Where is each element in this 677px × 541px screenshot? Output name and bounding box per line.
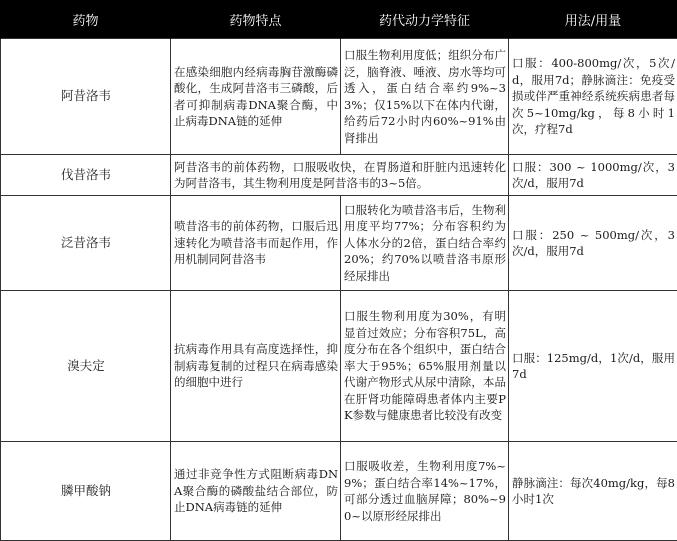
table-header-row	[1, 0, 677, 39]
drug-name: 膦甲酸钠	[1, 442, 171, 541]
drug-dosage: 口服：125mg/d，1次/d，服用7d	[509, 291, 677, 442]
header-features: 药物特点	[171, 0, 341, 39]
table-row	[1, 155, 677, 196]
table-row	[1, 442, 677, 541]
table-row	[1, 291, 677, 442]
header-pk: 药代动力学特征	[341, 0, 509, 39]
drug-dosage: 口服：400-800mg/次，5次/d，服用7d；静脉滴注：免疫受损或伴严重神经系统疾病患者每次5~10mg/kg，每8小时1次，疗程7d	[509, 39, 677, 155]
drug-dosage: 口服：300 ~ 1000mg/次，3次/d，服用7d	[509, 155, 677, 196]
drug-name: 泛昔洛韦	[1, 196, 171, 291]
drug-features: 阿昔洛韦的前体药物，口服吸收快，在胃肠道和肝脏内迅速转化为阿昔洛韦，其生物利用度是阿昔洛韦的3~5倍。	[171, 155, 509, 196]
drug-pk: 口服吸收差，生物利用度7%~9%；蛋白结合率14%~17%，可部分透过血脑屏障；80%~90~以原形经尿排出	[341, 442, 509, 541]
drug-pk: 口服转化为喷昔洛韦后，生物利用度平均77%；分布容积约为人体水分的2倍，蛋白结合率约20%；约70%以喷昔洛韦原形经尿排出	[341, 196, 509, 291]
drug-features: 喷昔洛韦的前体药物，口服后迅速转化为喷昔洛韦而起作用，作用机制同阿昔洛韦	[171, 196, 341, 291]
header-drug: 药物	[1, 0, 171, 39]
drug-features: 抗病毒作用具有高度选择性，抑制病毒复制的过程只在病毒感染的细胞中进行	[171, 291, 341, 442]
drug-name: 伐昔洛韦	[1, 155, 171, 196]
drug-dosage: 口服：250 ~ 500mg/次，3次/d，服用7d	[509, 196, 677, 291]
header-dosage: 用法/用量	[509, 0, 677, 39]
table-row	[1, 196, 677, 291]
drug-dosage: 静脉滴注：每次40mg/kg，每8小时1次	[509, 442, 677, 541]
drug-features: 通过非竞争性方式阻断病毒DNA聚合酶的磷酸盐结合部位，防止DNA病毒链的延伸	[171, 442, 341, 541]
drug-pk: 口服生物利用度为30%，有明显首过效应；分布容积75L，高度分布在各个组织中，蛋白结合率大于95%；65%服用剂量以代谢产物形式从尿中清除，本品在肝肾功能障碍患者体内主要PK参数与健康患者比较没有改变	[341, 291, 509, 442]
drug-name: 溴夫定	[1, 291, 171, 442]
table-row	[1, 39, 677, 155]
drug-name: 阿昔洛韦	[1, 39, 171, 155]
drug-pk: 口服生物利用度低；组织分布广泛，脑脊液、唾液、房水等均可透入，蛋白结合率约9%~33%；仅15%以下在体内代谢，给药后72小时内60%~91%由肾排出	[341, 39, 509, 155]
drug-features: 在感染细胞内经病毒胸苷激酶磷酸化，生成阿昔洛韦三磷酸，后者可抑制病毒DNA聚合酶，中止病毒DNA链的延伸	[171, 39, 341, 155]
